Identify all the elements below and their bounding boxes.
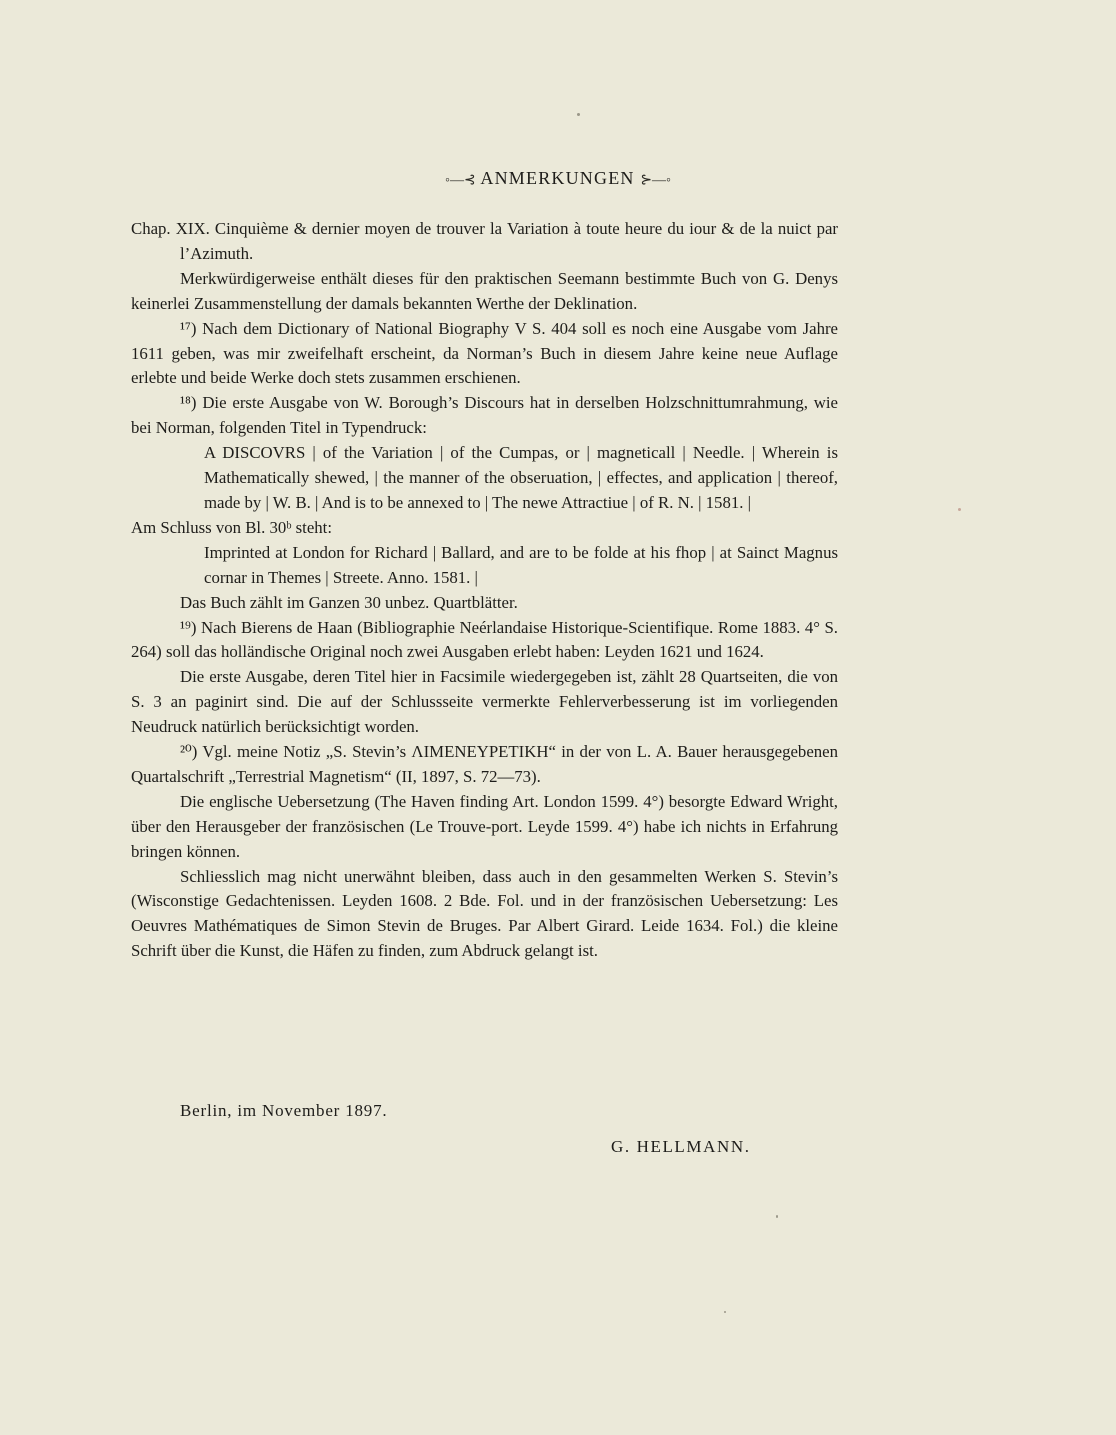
- first-edition-remark: Die erste Ausgabe, deren Titel hier in Facsimile wiedergegeben ist, zählt 28 Quartseiten, die von S. 3 an paginirt sind. Die auf der Schlussseite vermerkte Fehlerverbesserung ist im vorliegenden Neudruck natürlich berücksichtigt worden.: [131, 667, 838, 737]
- ornament-right-icon: ⊱—◦: [640, 173, 672, 188]
- colophon-quote: Imprinted at London for Richard | Ballard, and are to be folde at his fhop | at Sainct Magnus cornar in Themes | Streete. Anno. 1581. |: [204, 542, 838, 587]
- signature-place-date: Berlin, im November 1897.: [180, 1101, 388, 1120]
- paper-speck: [724, 1311, 726, 1313]
- denys-remark: Merkwürdigerweise enthält dieses für den praktischen Seemann bestimmte Buch von G. Denys keinerlei Zusammenstellung der damals bekannten Werthe der Deklination.: [131, 268, 838, 313]
- note-20: ²⁰) Vgl. meine Notiz „S. Stevin’s ΛΙΜΕΝΕΥΡΕΤΙΚΗ“ in der von L. A. Bauer herausgegebenen Quartalschrift „Terrestrial Magnetism“ (II, 1897, S. 72—73).: [131, 742, 838, 786]
- collected-works-remark: Schliesslich mag nicht unerwähnt bleiben, dass auch in den gesammelten Werken S. Stevin’s (Wisconstige Gedachtenissen. Leyden 1608. 2 Bde. Fol. und in der französischen Uebersetzung: Les Oeuvres Mathématiques de Simon Stevin de Bruges. Par Albert Girard. Leide 1634. Fol.) die kleine Schrift über die Kunst, die Häfen zu finden, zum Abdruck gelangt ist.: [131, 866, 838, 961]
- english-translation-remark: Die englische Uebersetzung (The Haven finding Art. London 1599. 4°) besorgte Edward Wright, über den Herausgeber der französischen (Le Trouve-port. Leyde 1599. 4°) habe ich nichts in Erfahrung bringen können.: [131, 791, 838, 861]
- ornament-left-icon: ◦—⊰: [444, 173, 476, 188]
- quartblaetter-remark: Das Buch zählt im Ganzen 30 unbez. Quartblätter.: [180, 592, 518, 612]
- note-17: ¹⁷) Nach dem Dictionary of National Biography V S. 404 soll es noch eine Ausgabe vom Jahre 1611 geben, was mir zweifelhaft erscheint, da Norman’s Buch in diesem Jahre keine neue Auflage erlebte und beide Werke doch stets zusammen erschienen.: [131, 318, 838, 388]
- colophon-intro: Am Schluss von Bl. 30ᵇ steht:: [131, 517, 332, 537]
- paper-speck: [958, 508, 961, 511]
- chapter-xix-entry: Chap. XIX. Cinquième & dernier moyen de trouver la Variation à toute heure du iour & de la nuict par l’Azimuth.: [131, 219, 838, 263]
- paper-speck: [577, 113, 580, 116]
- paper-speck: [776, 1215, 778, 1218]
- note-18: ¹⁸) Die erste Ausgabe von W. Borough’s Discours hat in derselben Holzschnittumrahmung, wie bei Norman, folgenden Titel in Typendruck:: [131, 393, 838, 438]
- borough-title-quote: A DISCOVRS | of the Variation | of the Cumpas, or | magneticall | Needle. | Wherein is Mathematically shewed, | the manner of the obseruation, | effectes, and application | thereof, made by | W. B. | And is to be annexed to | The newe Attractiue | of R. N. | 1581. |: [204, 443, 838, 512]
- signature-author: G. HELLMANN.: [611, 1137, 751, 1156]
- running-header: [0, 168, 1116, 189]
- note-19: ¹⁹) Nach Bierens de Haan (Bibliographie Neérlandaise Historique-Scientifique. Rome 1883. 4° S. 264) soll das holländische Original noch zwei Ausgaben erlebt haben: Leyden 1621 und 1624.: [131, 617, 838, 662]
- header-title: ANMERKUNGEN: [480, 168, 635, 188]
- notes-body: [131, 217, 838, 964]
